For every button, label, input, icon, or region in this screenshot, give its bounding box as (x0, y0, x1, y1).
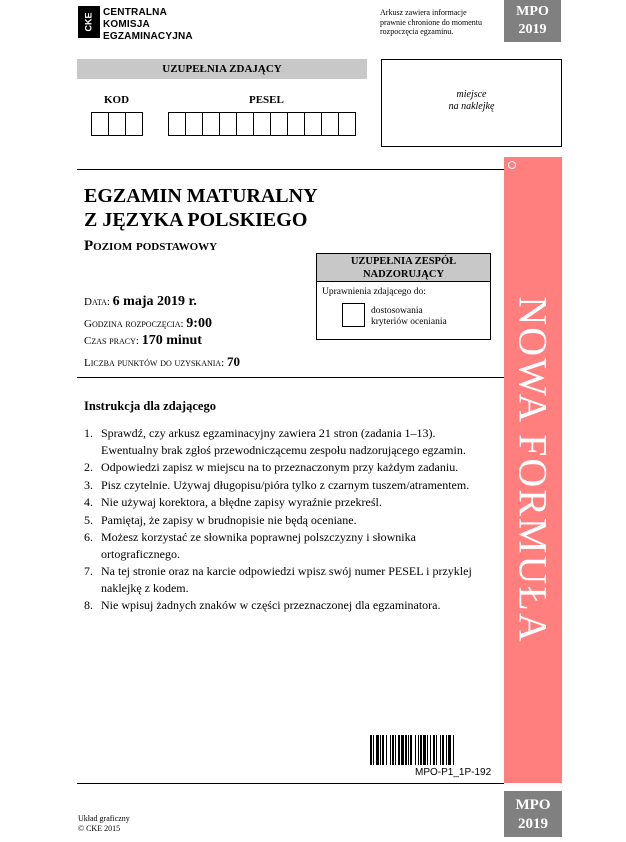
logo-mark: CKE (83, 12, 94, 32)
protection-notice: Arkusz zawiera informacje prawnie chronione do momentu rozpoczęcia egzaminu. (380, 8, 482, 36)
list-item: 7. Na tej stronie oraz na karcie odpowiedzi wpisz swój numer PESEL i przyklej naklejkę z kodem. (84, 564, 472, 595)
divider-bottom (77, 783, 504, 784)
band-text: NOWA FORMUŁA (510, 296, 556, 644)
list-item: 6. Możesz korzystać ze słownika poprawnej polszczyzny i słownika ortograficznego. (84, 530, 416, 561)
instructions-title: Instrukcja dla zdającego (84, 399, 216, 413)
candidate-fill-header: UZUPEŁNIA ZDAJĄCY (77, 59, 367, 79)
kod-field[interactable] (91, 112, 142, 136)
exam-duration: Czas pracy: 170 minut (84, 333, 202, 348)
exam-points: Liczba punktów do uzyskania: 70 (84, 354, 240, 369)
list-item: 2. Odpowiedzi zapisz w miejscu na to przeznaczonym przy każdym zadaniu. (84, 460, 459, 474)
adaptation-checkbox[interactable] (342, 303, 365, 327)
pesel-field[interactable] (168, 112, 355, 136)
exam-title-line2: Z JĘZYKA POLSKIEGO (84, 209, 308, 231)
exam-code-bottom: MPO 2019 (504, 791, 562, 837)
exam-level: Poziom podstawowy (84, 238, 218, 254)
list-item: 5. Pamiętaj, że zapisy w brudnopisie nie będą oceniane. (84, 512, 357, 527)
barcode-icon (370, 735, 492, 765)
list-item: 1. Sprawdź, czy arkusz egzaminacyjny zawiera 21 stron (zadania 1–13). Ewentualny brak zgłoś przewodniczącemu zespołu nadzorującego egzamin. (84, 426, 466, 457)
exam-start-time: Godzina rozpoczęcia: 9:00 (84, 316, 212, 331)
kod-label: KOD (104, 94, 130, 106)
supervisor-label: Uprawnienia zdającego do: (322, 287, 426, 297)
list-item: 3. Pisz czytelnie. Używaj długopisu/pióra tylko z czarnym tuszem/atramentem. (84, 477, 470, 492)
pesel-label: PESEL (249, 94, 284, 106)
instructions-list (84, 425, 504, 615)
adaptation-option-label: dostosowania kryteriów oceniania (371, 306, 447, 327)
logo-text: CENTRALNA KOMISJA EGZAMINACYJNA (103, 7, 193, 42)
band-circle-icon (508, 161, 516, 169)
exam-title-line1: EGZAMIN MATURALNY (84, 185, 318, 207)
exam-date: Data: 6 maja 2019 r. (84, 294, 197, 309)
divider-top (77, 169, 504, 170)
list-item: 4. Nie używaj korektora, a błędne zapisy wyraźnie przekreśl. (84, 495, 382, 509)
sticker-area: miejsce na naklejkę (381, 59, 562, 147)
supervisor-header: UZUPEŁNIA ZESPÓŁ NADZORUJĄCY (316, 253, 491, 282)
footer-credit: Układ graficzny © CKE 2015 (78, 814, 130, 833)
cke-logo (78, 6, 100, 38)
exam-code-top: MPO 2019 (504, 0, 561, 42)
barcode-number: MPO-P1_1P-192 (415, 767, 492, 778)
list-item: 8. Nie wpisuj żadnych znaków w części przeznaczonej dla egzaminatora. (84, 598, 441, 612)
divider-middle (77, 377, 504, 378)
